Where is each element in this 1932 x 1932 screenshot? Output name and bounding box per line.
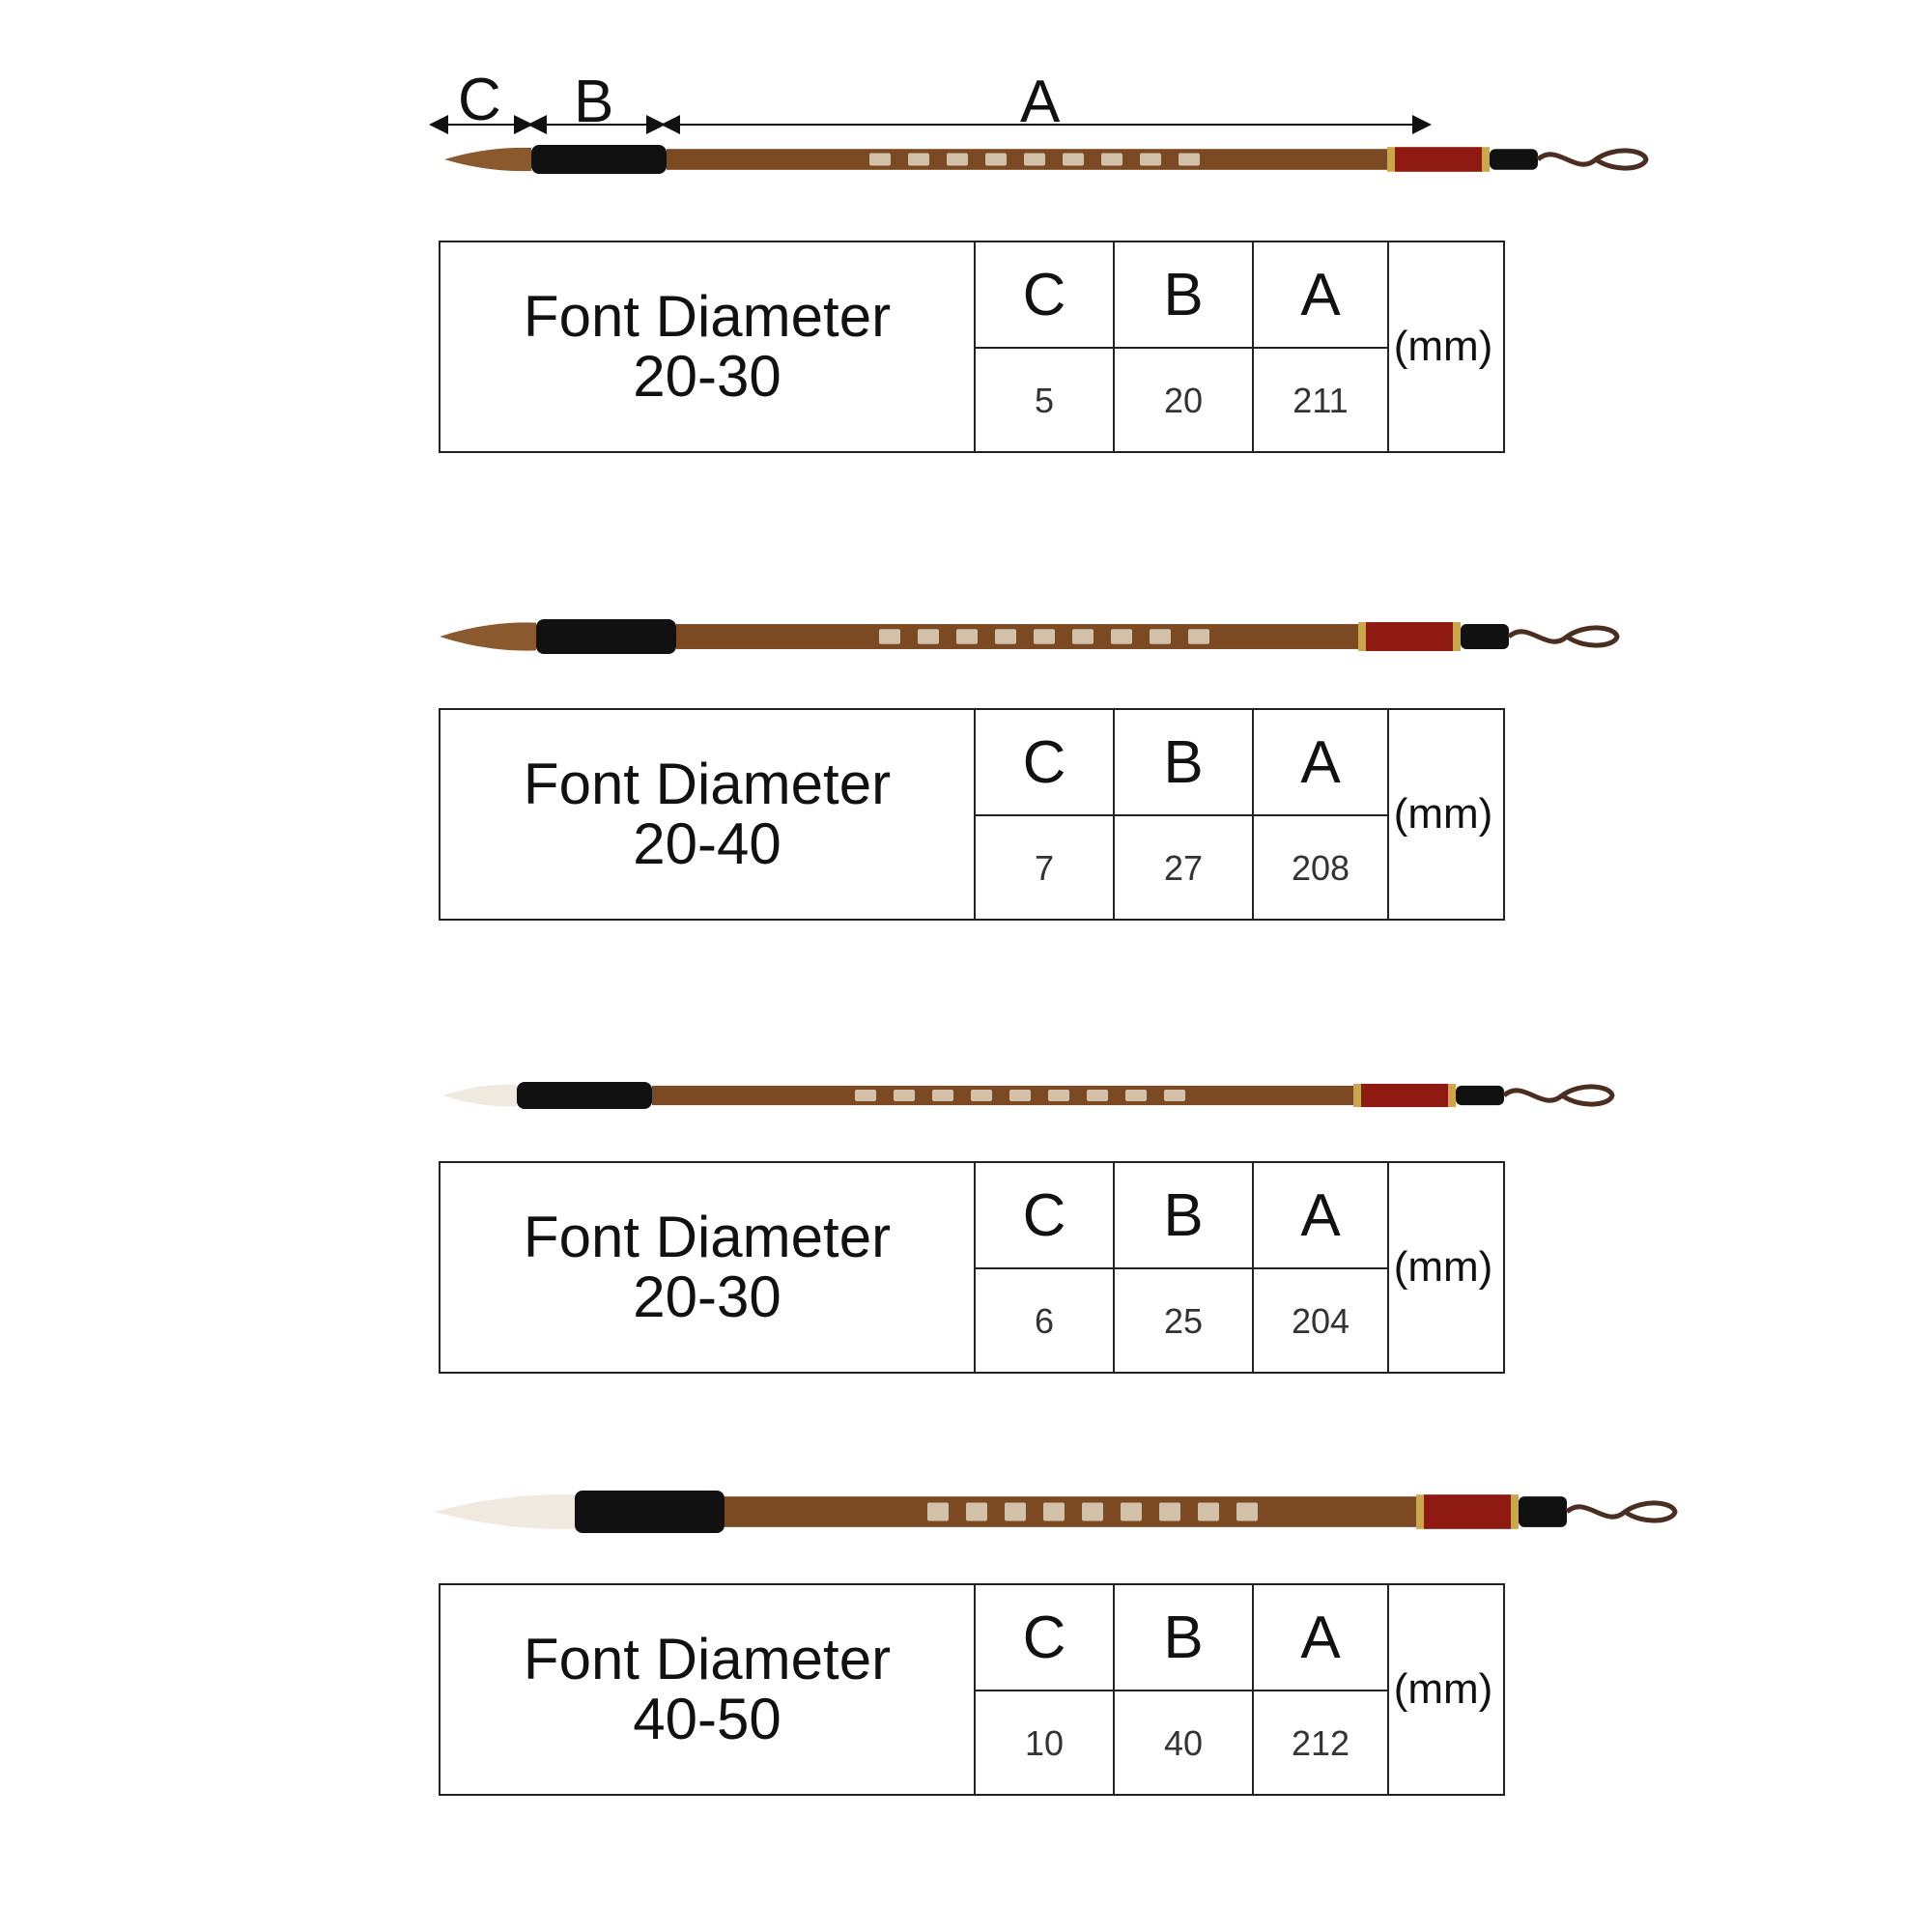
brush-image: [0, 603, 1932, 670]
shaft-inscription-glyph: [971, 1090, 992, 1101]
value-c: 7: [976, 816, 1115, 921]
font-diameter-range: 40-50: [633, 1687, 781, 1751]
red-band: [1361, 1084, 1448, 1107]
header-b: B: [1115, 242, 1254, 349]
font-diameter-title: Font Diameter: [523, 284, 892, 349]
hanging-loop: [1504, 1087, 1612, 1104]
gold-band: [1453, 622, 1461, 651]
shaft-inscription-glyph: [1005, 1502, 1026, 1520]
shaft-inscription-glyph: [855, 1090, 876, 1101]
shaft-inscription-glyph: [1140, 154, 1161, 166]
red-band: [1424, 1494, 1511, 1529]
dimension-legend: [0, 0, 1932, 145]
spec-table: [439, 241, 1505, 453]
hanging-loop: [1509, 628, 1617, 645]
shaft-inscription-glyph: [1179, 154, 1200, 166]
value-c: 10: [976, 1691, 1115, 1796]
value-a: 208: [1254, 816, 1389, 921]
shaft-inscription-glyph: [1024, 154, 1045, 166]
font-diameter-range: 20-30: [633, 344, 781, 409]
shaft-inscription-glyph: [932, 1090, 953, 1101]
gold-band: [1358, 622, 1366, 651]
shaft: [652, 1086, 1357, 1105]
font-diameter-title: Font Diameter: [523, 1205, 892, 1269]
header-a: A: [1254, 1163, 1389, 1269]
brush-image: [0, 1473, 1932, 1550]
shaft-inscription-glyph: [956, 629, 978, 644]
gold-band: [1416, 1494, 1424, 1529]
shaft-inscription-glyph: [1188, 629, 1209, 644]
shaft-inscription-glyph: [1048, 1090, 1069, 1101]
ferrule: [531, 145, 667, 174]
red-band: [1395, 147, 1482, 172]
shaft-inscription-glyph: [1111, 629, 1132, 644]
shaft-inscription-glyph: [966, 1502, 987, 1520]
bristle-tip: [444, 148, 531, 171]
shaft-inscription-glyph: [1198, 1502, 1219, 1520]
header-a: A: [1254, 710, 1389, 816]
shaft-inscription-glyph: [927, 1502, 949, 1520]
shaft-inscription-glyph: [918, 629, 939, 644]
dimension-label-a: A: [1020, 69, 1061, 135]
shaft: [724, 1496, 1420, 1527]
value-b: 20: [1115, 349, 1254, 453]
header-c: C: [976, 710, 1115, 816]
bristle-tip: [435, 1494, 575, 1529]
header-c: C: [976, 242, 1115, 349]
spec-table: [439, 1583, 1505, 1796]
shaft-inscription-glyph: [908, 154, 929, 166]
header-a: A: [1254, 1585, 1389, 1691]
font-diameter-range: 20-30: [633, 1264, 781, 1329]
gold-band: [1482, 147, 1490, 172]
header-c: C: [976, 1585, 1115, 1691]
gold-band: [1387, 147, 1395, 172]
dimension-label-b: B: [574, 69, 614, 135]
end-cap: [1490, 149, 1538, 170]
value-a: 204: [1254, 1269, 1389, 1374]
gold-band: [1353, 1084, 1361, 1107]
shaft-inscription-glyph: [1072, 629, 1094, 644]
shaft-inscription-glyph: [869, 154, 891, 166]
value-a: 211: [1254, 349, 1389, 453]
shaft-inscription-glyph: [879, 629, 900, 644]
header-c: C: [976, 1163, 1115, 1269]
end-cap: [1519, 1496, 1567, 1527]
value-b: 40: [1115, 1691, 1254, 1796]
value-c: 6: [976, 1269, 1115, 1374]
header-a: A: [1254, 242, 1389, 349]
shaft-inscription-glyph: [947, 154, 968, 166]
brush-image: [0, 1066, 1932, 1124]
shaft-inscription-glyph: [1082, 1502, 1103, 1520]
ferrule: [517, 1082, 652, 1109]
ferrule: [575, 1491, 724, 1533]
value-c: 5: [976, 349, 1115, 453]
gold-band: [1448, 1084, 1456, 1107]
shaft-inscription-glyph: [1164, 1090, 1185, 1101]
font-diameter-range: 20-40: [633, 811, 781, 876]
font-diameter-cell: [440, 1163, 976, 1372]
font-diameter-title: Font Diameter: [523, 752, 892, 816]
shaft-inscription-glyph: [985, 154, 1007, 166]
font-diameter-cell: [440, 242, 976, 451]
gold-band: [1511, 1494, 1519, 1529]
dimension-label-c: C: [458, 67, 501, 133]
header-b: B: [1115, 1585, 1254, 1691]
value-a: 212: [1254, 1691, 1389, 1796]
header-b: B: [1115, 710, 1254, 816]
bristle-tip: [440, 622, 536, 650]
shaft: [676, 624, 1362, 649]
shaft-inscription-glyph: [1236, 1502, 1258, 1520]
red-band: [1366, 622, 1453, 651]
unit-label: (mm): [1393, 790, 1493, 838]
bristle-tip: [442, 1085, 517, 1107]
font-diameter-cell: [440, 710, 976, 919]
value-b: 25: [1115, 1269, 1254, 1374]
shaft-inscription-glyph: [1125, 1090, 1147, 1101]
shaft-inscription-glyph: [1063, 154, 1084, 166]
shaft-inscription-glyph: [1034, 629, 1055, 644]
font-diameter-cell: [440, 1585, 976, 1794]
hanging-loop: [1538, 151, 1646, 168]
end-cap: [1456, 1086, 1504, 1105]
spec-table: [439, 708, 1505, 921]
shaft-inscription-glyph: [1159, 1502, 1180, 1520]
shaft-inscription-glyph: [1101, 154, 1122, 166]
shaft-inscription-glyph: [894, 1090, 915, 1101]
hanging-loop: [1567, 1503, 1675, 1520]
shaft-inscription-glyph: [1121, 1502, 1142, 1520]
unit-label: (mm): [1393, 1243, 1493, 1291]
shaft-inscription-glyph: [1087, 1090, 1108, 1101]
end-cap: [1461, 624, 1509, 649]
value-b: 27: [1115, 816, 1254, 921]
brush-image: [0, 130, 1932, 188]
shaft-inscription-glyph: [1009, 1090, 1031, 1101]
ferrule: [536, 619, 676, 654]
shaft-inscription-glyph: [995, 629, 1016, 644]
shaft-inscription-glyph: [1043, 1502, 1065, 1520]
header-b: B: [1115, 1163, 1254, 1269]
shaft-inscription-glyph: [1150, 629, 1171, 644]
spec-table: [439, 1161, 1505, 1374]
unit-label: (mm): [1393, 1665, 1493, 1713]
unit-label: (mm): [1393, 323, 1493, 370]
font-diameter-title: Font Diameter: [523, 1627, 892, 1691]
